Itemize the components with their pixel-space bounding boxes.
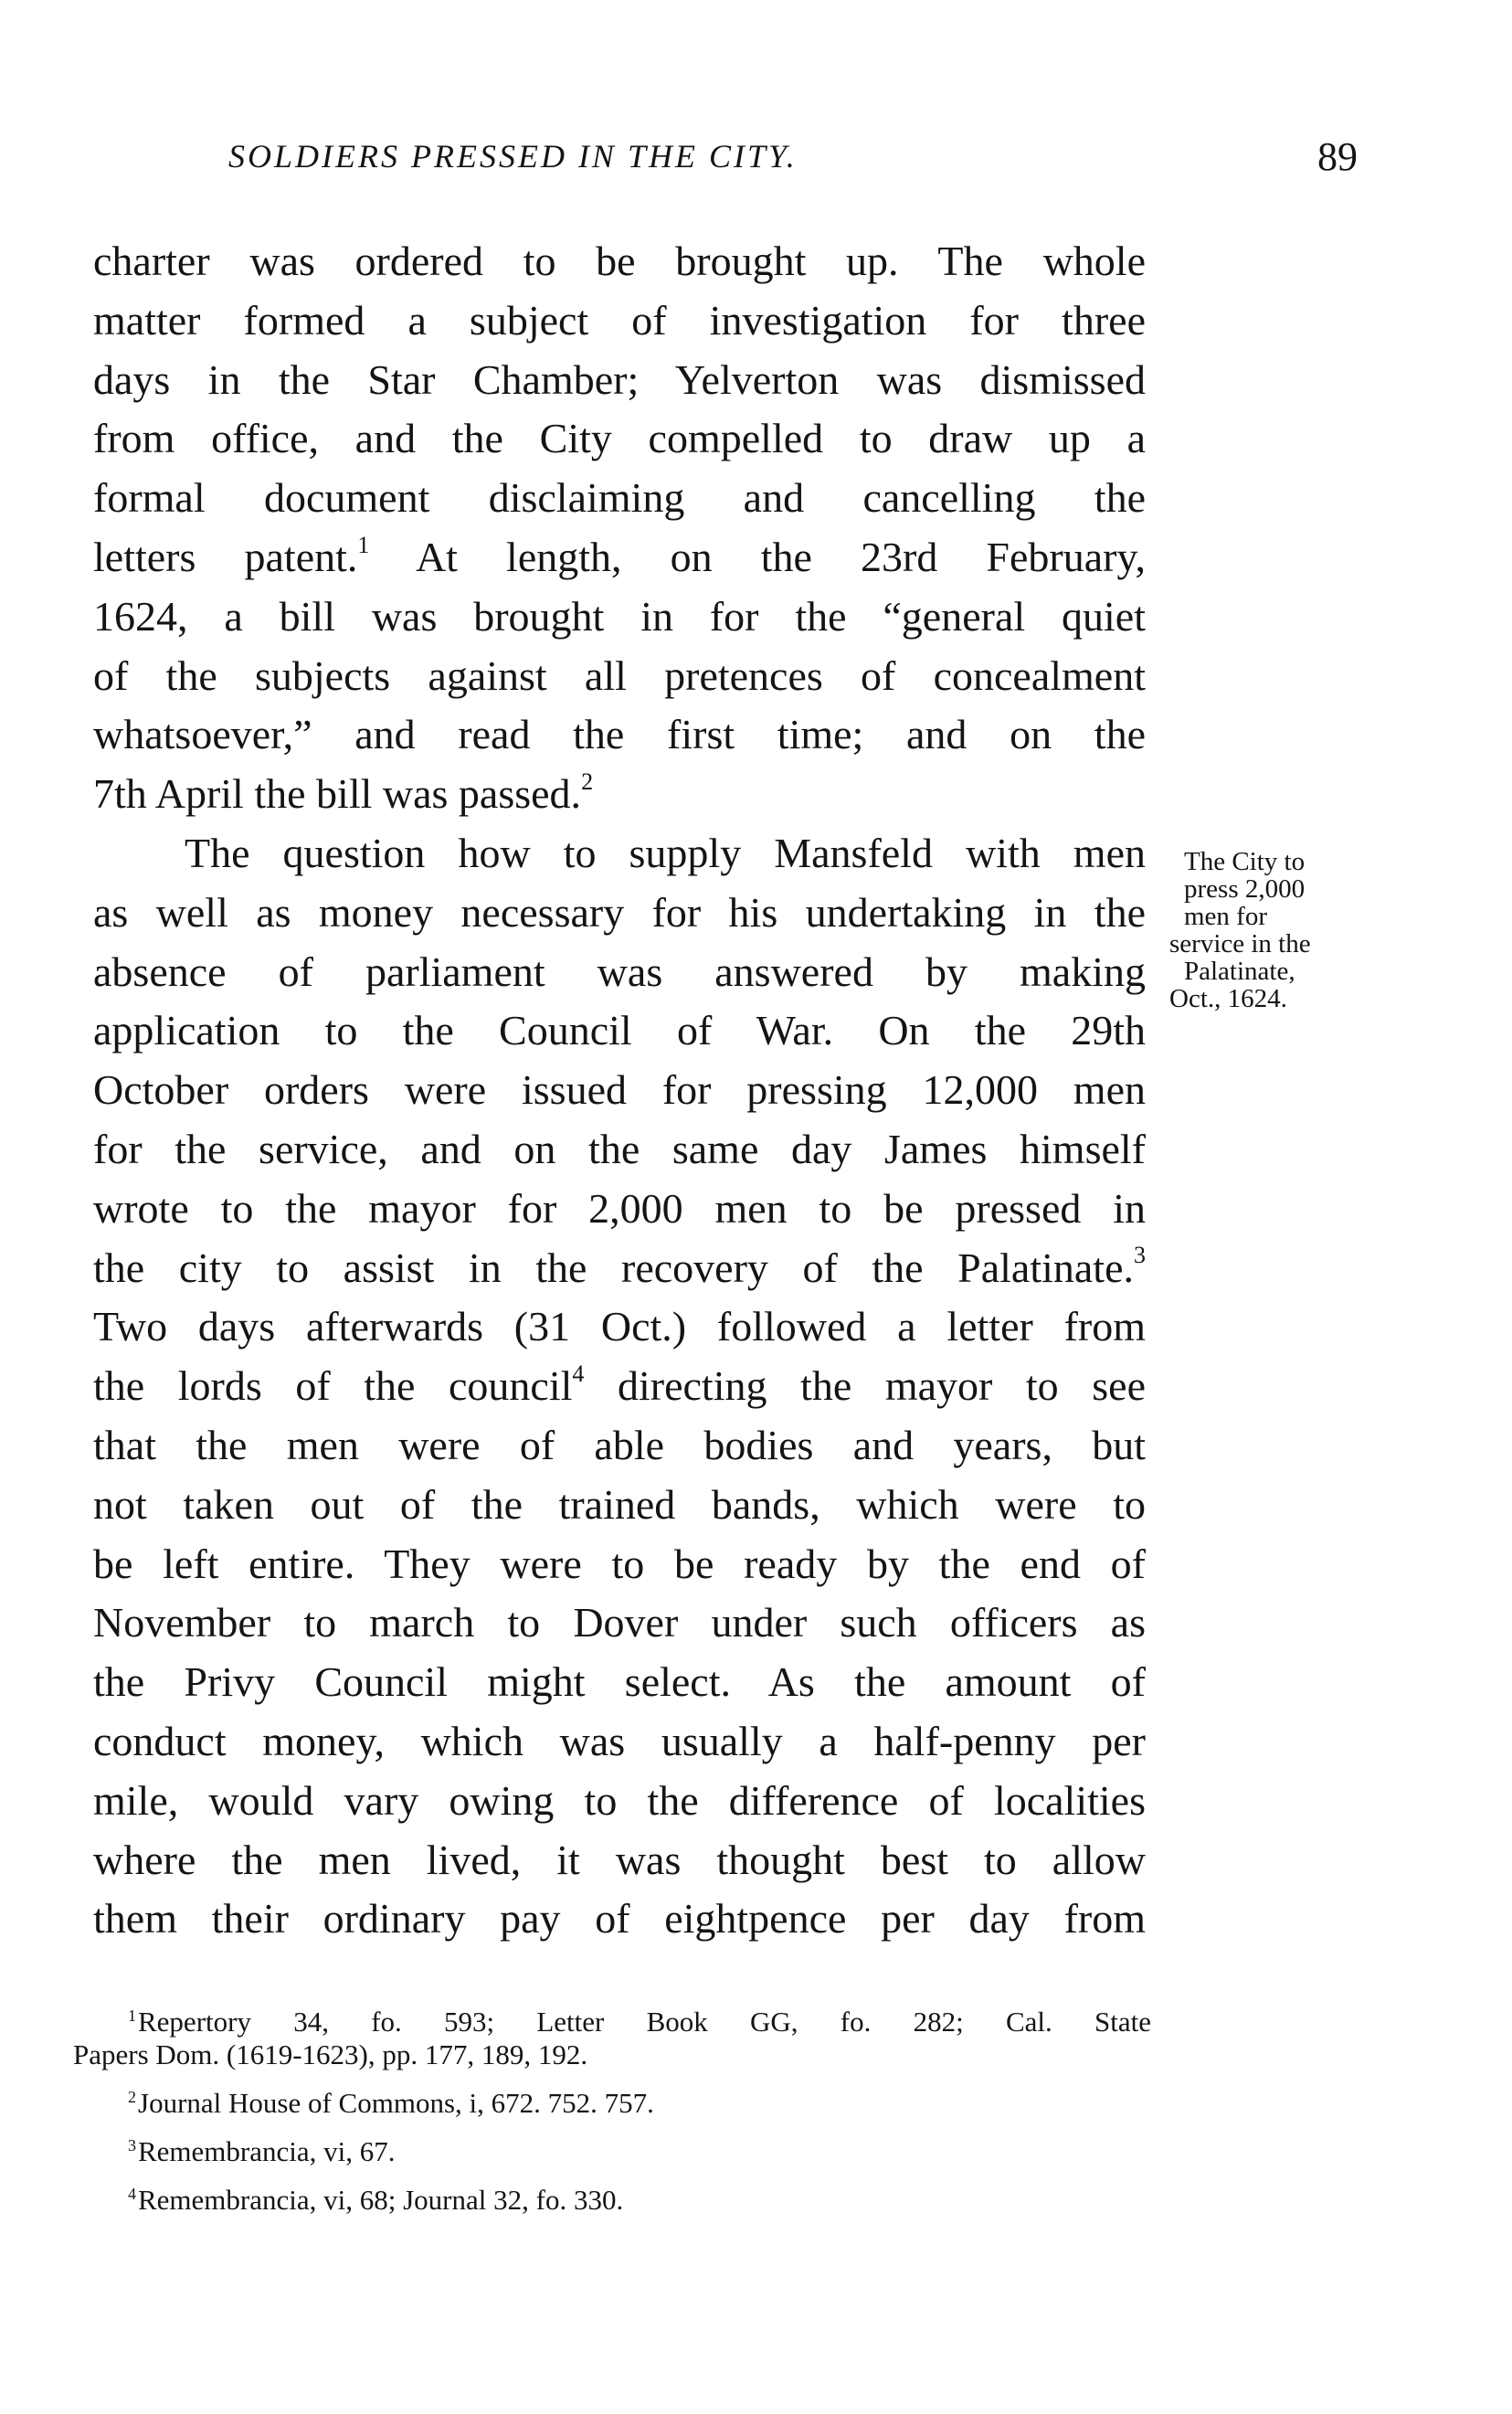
- footnote-text: Remembrancia, vi, 68; Journal 32, fo. 330.: [138, 2184, 624, 2216]
- margin-note: [1169, 848, 1389, 1012]
- text-line: The question how to supply Mansfeld with men: [185, 829, 1146, 876]
- footnote-text: Papers Dom. (1619-1623), pp. 177, 189, 192.: [73, 2038, 588, 2070]
- footnote: [73, 2184, 1151, 2217]
- text-line: mile, would vary owing to the difference of localities: [93, 1776, 1146, 1824]
- margin-note-line: Palatinate,: [1184, 957, 1295, 986]
- text-line: that the men were of able bodies and years, but: [93, 1421, 1146, 1468]
- footnote-ref: 3: [1134, 1242, 1146, 1269]
- text-line: the Privy Council might select. As the amount of: [93, 1658, 1146, 1706]
- text-line: formal document disclaiming and cancelling the: [93, 474, 1146, 522]
- text-line: the city to assist in the recovery of the Palatinate.$^3$: [93, 1242, 1146, 1291]
- text-line: 7th April the bill was passed.$^2$: [93, 768, 594, 818]
- text-line: not taken out of the trained bands, which were to: [93, 1480, 1146, 1528]
- footnote-text: Journal House of Commons, i, 672. 752. 757.: [138, 2087, 654, 2119]
- footnote: [73, 2087, 1151, 2120]
- footnotes: [73, 2006, 1151, 2232]
- text-line: the lords of the council$^4$ directing the mayor to see: [93, 1360, 1146, 1410]
- footnote-marker: 1: [128, 2006, 136, 2025]
- text-line: wrote to the mayor for 2,000 men to be pressed in: [93, 1184, 1146, 1232]
- text-line: matter formed a subject of investigation for three: [93, 296, 1146, 344]
- text-line: Two days afterwards (31 Oct.) followed a letter from: [93, 1303, 1146, 1350]
- text-line: them their ordinary pay of eightpence per day from: [93, 1895, 1146, 1943]
- margin-note-line: service in the: [1169, 929, 1311, 958]
- footnote-ref: 2: [581, 768, 594, 795]
- main-text: [93, 232, 1146, 1949]
- page-number: 89: [1317, 134, 1358, 179]
- text-line: October orders were issued for pressing 12,000 men: [93, 1066, 1146, 1114]
- footnote-text: Repertory 34, fo. 593; Letter Book GG, fo. 282; Cal. State: [138, 2006, 1151, 2038]
- text-line: letters patent.$^1$ At length, on the 23rd February,: [93, 531, 1146, 580]
- text-line: for the service, and on the same day James himself: [93, 1125, 1146, 1172]
- text-line: of the subjects against all pretences of concealment: [93, 651, 1146, 699]
- footnote-ref: 4: [572, 1360, 585, 1387]
- text-line: be left entire. They were to be ready by the end of: [93, 1540, 1146, 1587]
- text-line: as well as money necessary for his undertaking in the: [93, 888, 1146, 936]
- text-line: where the men lived, it was thought best to allow: [93, 1836, 1146, 1883]
- text-line: absence of parliament was answered by making: [93, 948, 1146, 995]
- margin-note-line: press 2,000: [1184, 874, 1306, 904]
- margin-note-line: men for: [1184, 902, 1267, 931]
- running-title: SOLDIERS PRESSED IN THE CITY.: [228, 138, 798, 175]
- footnote-marker: 4: [128, 2184, 136, 2203]
- margin-note-line: Oct., 1624.: [1169, 984, 1287, 1013]
- text-line: charter was ordered to be brought up. The whole: [93, 238, 1146, 284]
- footnote: [73, 2135, 1151, 2168]
- text-line: 1624, a bill was brought in for the “general quiet: [93, 592, 1146, 640]
- footnote-text: Remembrancia, vi, 67.: [138, 2135, 396, 2167]
- text-line: whatsoever,” and read the first time; and on the: [93, 711, 1146, 758]
- footnote-marker: 2: [128, 2087, 136, 2106]
- footnote-ref: 1: [357, 531, 370, 558]
- margin-note-line: The City to: [1184, 847, 1306, 876]
- text-line: from office, and the City compelled to draw up a: [93, 415, 1146, 462]
- text-line: November to march to Dover under such officers as: [93, 1599, 1146, 1646]
- footnote: [73, 2006, 1151, 2071]
- footnote-marker: 3: [128, 2135, 136, 2155]
- text-line: conduct money, which was usually a half-penny per: [93, 1717, 1146, 1764]
- text-line: days in the Star Chamber; Yelverton was dismissed: [93, 355, 1146, 403]
- text-line: application to the Council of War. On the 29th: [93, 1007, 1146, 1054]
